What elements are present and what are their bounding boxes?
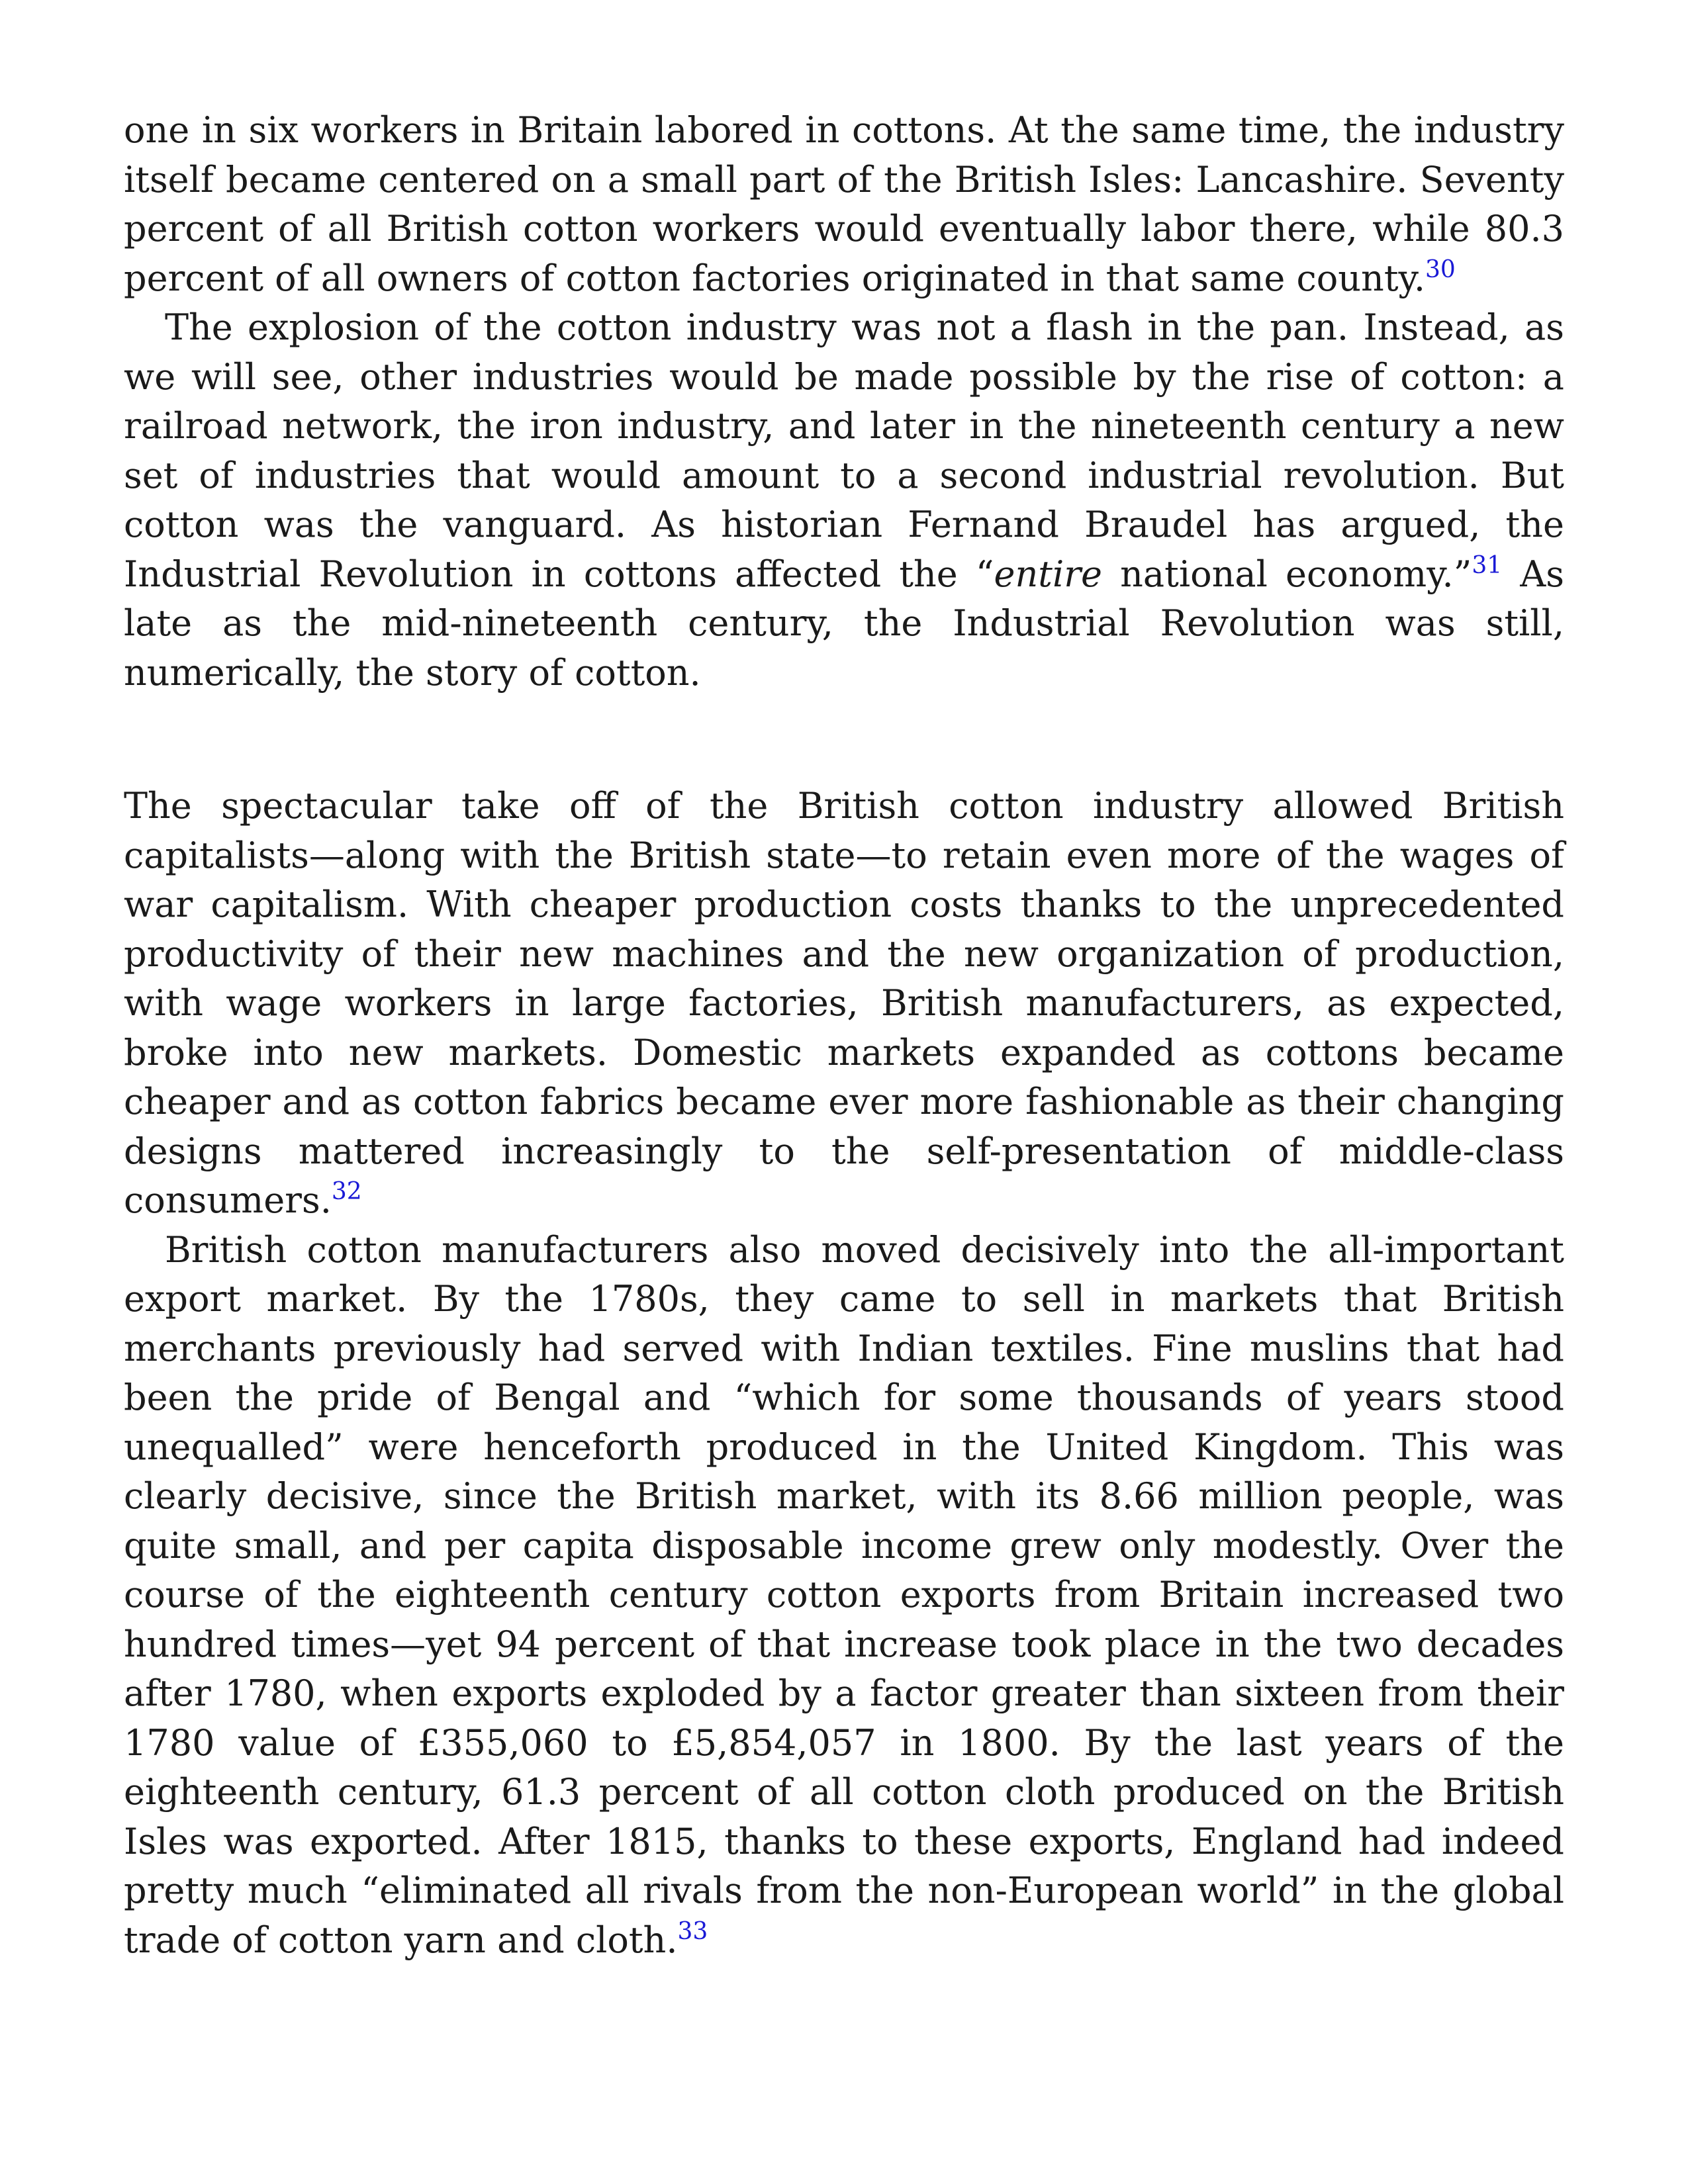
paragraph-4 [124, 1226, 1564, 1966]
paragraph-text: one in six workers in Britain labored in cottons. At the same time, the industry itself became centered on a small part of the British Isles: Lancashire. Seventy percent of all British cotton workers would eventually labor there, while 80.3 percent of all owners of cotton factories originated in that same county. [124, 109, 1564, 299]
footnote-marker-33[interactable]: 33 [677, 1917, 708, 1945]
paragraph-text: British cotton manufacturers also moved decisively into the all-important export market. By the 1780s, they came to sell in markets that British merchants previously had served with Indian textiles. Fine muslins that had been the pride of Bengal and “which for some thousands of years stood unequalled” were henceforth produced in the United Kingdom. This was clearly decisive, since the British market, with its 8.66 million people, was quite small, and per capita disposable income grew only modestly. Over the course of the eighteenth century cotton exports from Britain increased two hundred times—yet 94 percent of that increase took place in the two decades after 1780, when exports exploded by a factor greater than sixteen from their 1780 value of £355,060 to £5,854,057 in 1800. By the last years of the eighteenth century, 61.3 percent of all cotton cloth produced on the British Isles was exported. After 1815, thanks to these exports, England had indeed pretty much “eliminated all rivals from the non-European world” in the global trade of cotton yarn and cloth. [124, 1228, 1564, 1961]
book-page [124, 106, 1564, 1965]
emphasis-entire: entire [994, 553, 1102, 595]
paragraph-1 [124, 106, 1564, 303]
paragraph-2 [124, 303, 1564, 698]
footnote-marker-30[interactable]: 30 [1425, 255, 1456, 283]
paragraph-3 [124, 782, 1564, 1226]
paragraph-text: The explosion of the cotton industry was not a flash in the pan. Instead, as we will see, other industries would be made possible by the rise of cotton: a railroad network, the iron industry, and later in the nineteenth century a new set of industries that would amount to a second industrial revolution. But cotton was the vanguard. As historian Fernand Braudel has argued, the Industrial Revolution in cottons affected the “ [124, 306, 1564, 595]
paragraph-text: As late as the mid-nineteenth century, the Industrial Revolution was still, numerically, the story of cotton. [124, 553, 1565, 694]
paragraph-text: national economy.” [1102, 553, 1472, 595]
footnote-marker-31[interactable]: 31 [1472, 551, 1503, 579]
footnote-marker-32[interactable]: 32 [331, 1178, 362, 1205]
paragraph-text: The spectacular take off of the British cotton industry allowed British capitalists—along with the British state—to retain even more of the wages of war capitalism. With cheaper production costs thanks to the unprecedented productivity of their new machines and the new organization of production, with wage workers in large factories, British manufacturers, as expected, broke into new markets. Domestic markets expanded as cottons became cheaper and as cotton fabrics became ever more fashionable as their changing designs mattered increasingly to the self-presentation of middle-class consumers. [124, 785, 1564, 1221]
